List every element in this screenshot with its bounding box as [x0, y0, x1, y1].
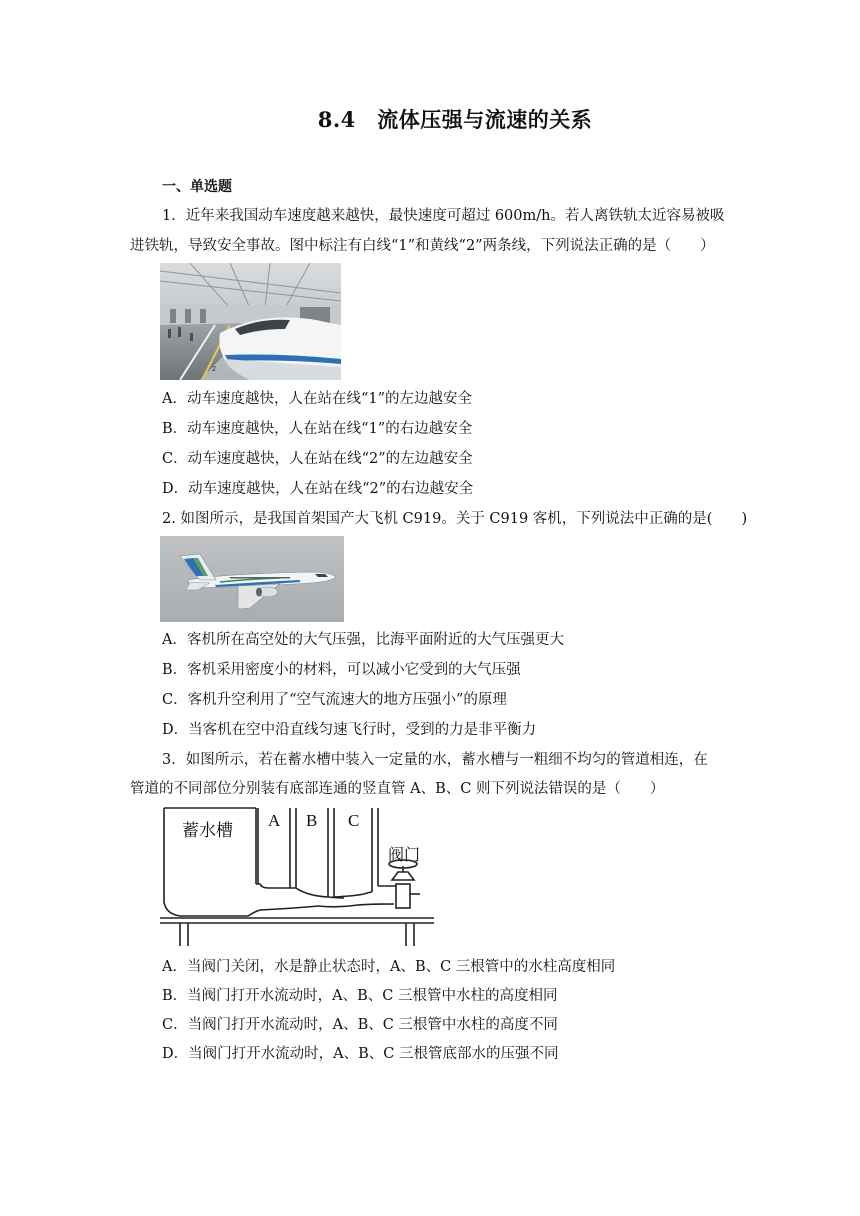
q3-option-c: C．当阀门打开水流动时，A、B、C 三根管中水柱的高度不同: [162, 1017, 558, 1033]
q1-photo-label: 2: [212, 366, 216, 373]
q2-option-c: C．客机升空利用了“空气流速大的地方压强小”的原理: [162, 692, 507, 708]
q1-train-photo: [160, 263, 341, 380]
tube-a-label: A: [268, 811, 281, 830]
q2-aircraft-photo: [160, 536, 344, 622]
tube-c-label: C: [348, 811, 360, 830]
q1-option-d: D．动车速度越快，人在站在线“2”的右边越安全: [162, 481, 474, 497]
q1-option-c: C．动车速度越快，人在站在线“2”的左边越安全: [162, 451, 473, 467]
section-heading: 一、单选题: [162, 179, 232, 195]
q2-stem-line1: 2. 如图所示，是我国首架国产大飞机 C919。关于 C919 客机，下列说法中正确的是( ): [162, 511, 748, 527]
q3-apparatus-diagram: [158, 804, 438, 949]
q3-option-a: A．当阀门关闭，水是静止状态时，A、B、C 三根管中的水柱高度相同: [162, 959, 616, 975]
q1-stem-line1: 1．近年来我国动车速度越来越快，最快速度可超过 600m/h。若人离铁轨太近容易被吸: [162, 208, 725, 224]
q3-option-d: D．当阀门打开水流动时，A、B、C 三根管底部水的压强不同: [162, 1046, 559, 1062]
q1-option-a: A．动车速度越快，人在站在线“1”的左边越安全: [162, 391, 473, 407]
q3-stem-line2: 管道的不同部位分别装有底部连通的竖直管 A、B、C 则下列说法错误的是（ ）: [130, 781, 665, 797]
q2-option-b: B．客机采用密度小的材料，可以减小它受到的大气压强: [162, 662, 521, 678]
q3-option-b: B．当阀门打开水流动时，A、B、C 三根管中水柱的高度相同: [162, 988, 558, 1004]
valve-label: 阀门: [388, 845, 421, 864]
q3-stem-line1: 3．如图所示，若在蓄水槽中装入一定量的水，蓄水槽与一粗细不均匀的管道相连，在: [162, 752, 708, 768]
tube-b-label: B: [306, 811, 318, 830]
page-title: 8.4 流体压强与流速的关系: [317, 107, 593, 132]
q1-option-b: B．动车速度越快，人在站在线“1”的右边越安全: [162, 421, 473, 437]
q1-stem-line2: 进铁轨，导致安全事故。图中标注有白线“1”和黄线“2”两条线，下列说法正确的是（ ）: [130, 238, 715, 254]
q2-option-d: D．当客机在空中沿直线匀速飞行时，受到的力是非平衡力: [162, 722, 537, 738]
q2-option-a: A．客机所在高空处的大气压强，比海平面附近的大气压强更大: [162, 632, 564, 648]
tank-label: 蓄水槽: [182, 821, 233, 841]
